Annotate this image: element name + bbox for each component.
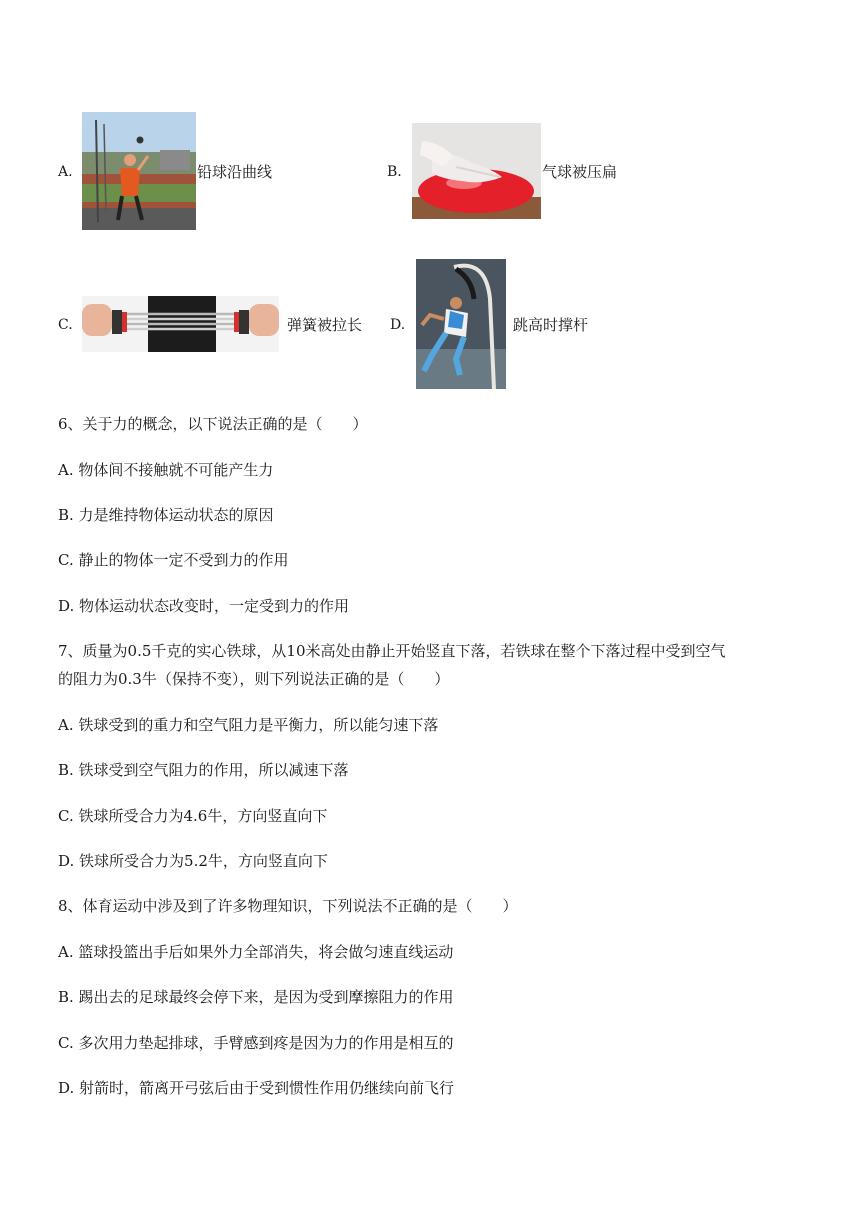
question-6-option-a: A. 物体间不接触就不可能产生力: [58, 461, 274, 479]
option-b-caption: 气球被压扁: [542, 163, 618, 181]
question-6-option-d: D. 物体运动状态改变时，一定受到力的作用: [58, 597, 350, 615]
balloon-photo-icon: [412, 123, 541, 219]
question-6-stem: 6、关于力的概念，以下说法正确的是（ ）: [58, 415, 368, 433]
question-8-option-a: A. 篮球投篮出手后如果外力全部消失，将会做匀速直线运动: [58, 943, 454, 961]
question-7-option-c: C. 铁球所受合力为4.6牛，方向竖直向下: [58, 807, 328, 825]
option-c-caption: 弹簧被拉长: [287, 316, 363, 334]
question-8-option-d: D. 射箭时，箭离开弓弦后由于受到惯性作用仍继续向前飞行: [58, 1079, 455, 1097]
question-8-stem: 8、体育运动中涉及到了许多物理知识，下列说法不正确的是（ ）: [58, 897, 518, 915]
option-a-letter: A.: [58, 164, 73, 180]
option-b-letter: B.: [387, 164, 402, 180]
spring-expander-photo-icon: [82, 296, 279, 352]
question-8-option-b: B. 踢出去的足球最终会停下来，是因为受到摩擦阻力的作用: [58, 988, 454, 1006]
option-d-letter: D.: [390, 317, 406, 333]
question-8-option-c: C. 多次用力垫起排球，手臂感到疼是因为力的作用是相互的: [58, 1034, 454, 1052]
shot-put-photo-icon: [82, 112, 196, 230]
question-7-option-b: B. 铁球受到空气阻力的作用，所以减速下落: [58, 761, 349, 779]
question-6-option-c: C. 静止的物体一定不受到力的作用: [58, 551, 289, 569]
question-7-option-a: A. 铁球受到的重力和空气阻力是平衡力，所以能匀速下落: [58, 716, 439, 734]
option-a-caption: 铅球沿曲线: [197, 163, 273, 181]
question-7-stem-line-2: 的阻力为0.3牛（保持不变），则下列说法正确的是（ ）: [58, 670, 450, 688]
option-d-caption: 跳高时撑杆: [513, 316, 589, 334]
question-6-option-b: B. 力是维持物体运动状态的原因: [58, 506, 274, 524]
option-c-letter: C.: [58, 317, 73, 333]
question-7-option-d: D. 铁球所受合力为5.2牛，方向竖直向下: [58, 852, 328, 870]
question-7-stem-line-1: 7、质量为0.5千克的实心铁球，从10米高处由静止开始竖直下落，若铁球在整个下落过程中受到空气: [58, 642, 726, 660]
pole-vault-photo-icon: [416, 259, 506, 389]
